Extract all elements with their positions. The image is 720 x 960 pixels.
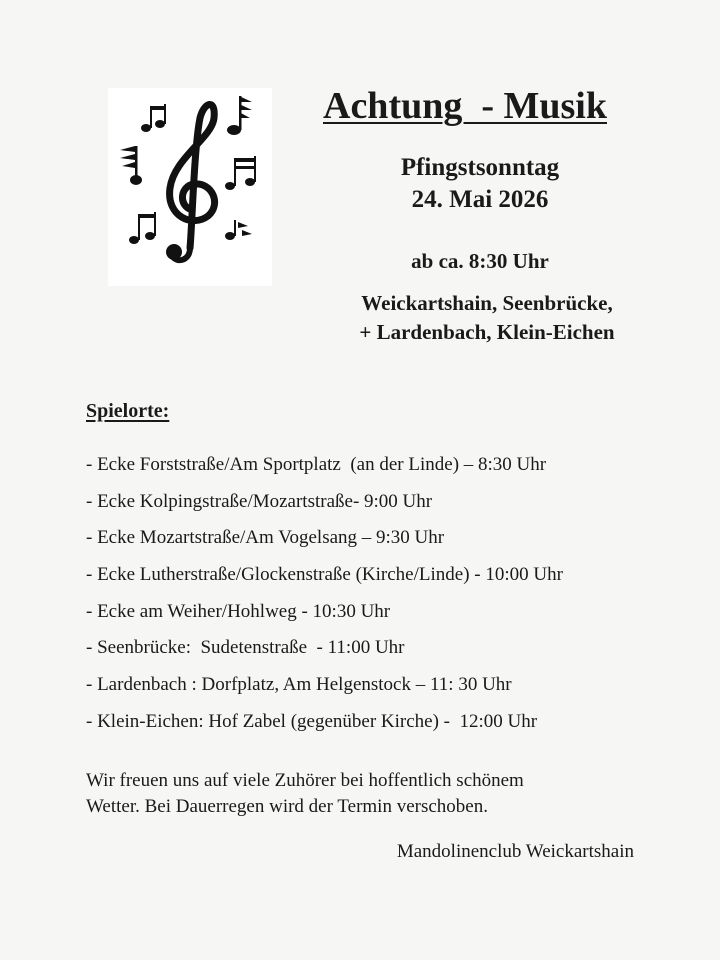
venue-item: - Klein-Eichen: Hof Zabel (gegenüber Kirche) - 12:00 Uhr bbox=[86, 710, 538, 732]
venue-item: - Ecke am Weiher/Hohlweg - 10:30 Uhr bbox=[86, 600, 391, 622]
venues-heading: Spielorte: bbox=[86, 400, 170, 422]
venue-list bbox=[86, 452, 563, 746]
location-line-2: + Lardenbach, Klein-Eichen bbox=[359, 320, 615, 344]
closing-text bbox=[86, 768, 646, 820]
closing-line-2: Wetter. Bei Dauerregen wird der Termin verschoben. bbox=[86, 796, 488, 817]
event-time: ab ca. 8:30 Uhr bbox=[411, 249, 549, 273]
music-notes-illustration bbox=[108, 88, 272, 286]
event-day: Pfingstsonntag bbox=[400, 154, 560, 181]
location-line-1: Weickartshain, Seenbrücke, bbox=[361, 291, 613, 315]
page-title: Achtung - Musik bbox=[323, 85, 607, 127]
venue-item: - Ecke Mozartstraße/Am Vogelsang – 9:30 Uhr bbox=[86, 527, 445, 549]
closing-line-1: Wir freuen uns auf viele Zuhörer bei hoffentlich schönem bbox=[86, 770, 524, 791]
venue-item: - Seenbrücke: Sudetenstraße - 11:00 Uhr bbox=[86, 637, 405, 659]
event-date bbox=[340, 152, 620, 216]
event-date-value: 24. Mai 2026 bbox=[411, 186, 549, 213]
venue-item: - Ecke Forststraße/Am Sportplatz (an der Linde) – 8:30 Uhr bbox=[86, 454, 547, 475]
venue-item: - Ecke Kolpingstraße/Mozartstraße- 9:00 Uhr bbox=[86, 490, 433, 512]
venue-item: - Lardenbach : Dorfplatz, Am Helgenstock – 11: 30 Uhr bbox=[86, 674, 512, 696]
treble-clef-icon bbox=[108, 88, 272, 286]
event-locations bbox=[320, 289, 654, 347]
venue-item: - Ecke Lutherstraße/Glockenstraße (Kirche/Linde) - 10:00 Uhr bbox=[86, 564, 563, 586]
signature: Mandolinenclub Weickartshain bbox=[396, 841, 634, 862]
